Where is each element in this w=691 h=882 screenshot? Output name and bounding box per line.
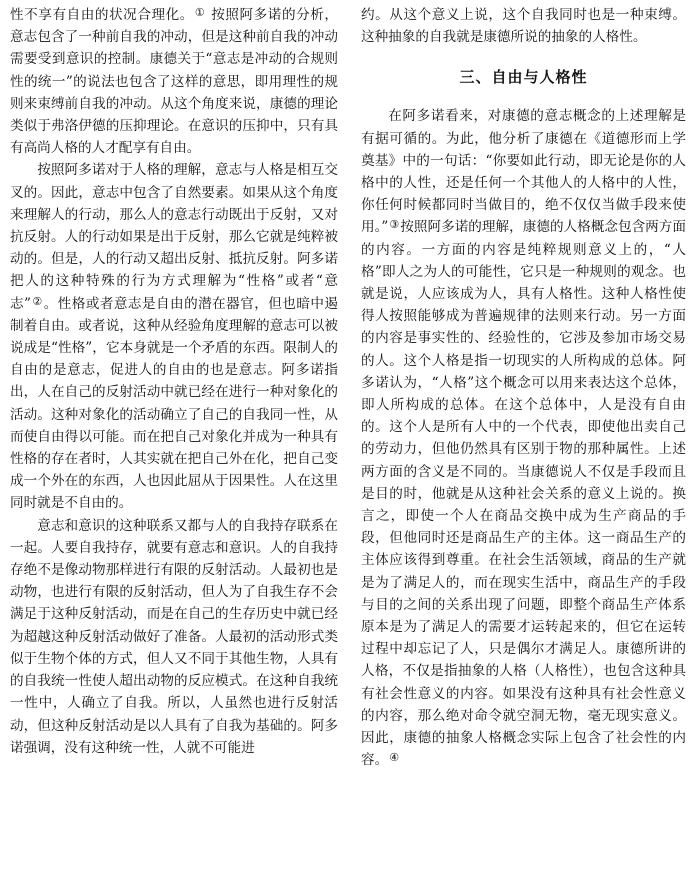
paragraph-1: [10, 4, 338, 159]
paragraph-2: [10, 159, 338, 514]
paragraph-5-text-b: 按照阿多诺的理解，康德的人格概念包含两方面的内容。一方面的内容是纯粹规则意义上的，“人格”即人之为人的可能性，它只是一种规则的观念。也就是说，人应该成为人，具有人格性。这种人格性使得人按照能够成为普遍规律的法则来行动。另一方面的内容是事实性的、经验性的，它涉及参加市场交易的人。这个人格是指一切现实的人所构成的总体。阿多诺认为，“人格”这个概念可以用来表达这个总体，即人所构成的总体。在这个总体中，人是没有自由的。这个人是所有人中的一个代表，即使他出卖自己的劳动力，但他仍然具有区别于物的那种属性。上述两方面的含义是不同的。当康德说人不仅是手段而且是目的时，他就是从这种社会关系的意义上说的。换言之，即使一个人在商品交换中成为生产商品的手段，但他同时还是商品生产的主体。这一商品生产的主体应该得到尊重。在社会生活领域，商品的生产就是为了满足人的，而在现实生活中，商品生产的手段与目的之间的关系出现了问题，即整个商品生产体系原本是为了满足人的需要才运转起来的，但它在运转过程中却忘记了人，只是偶尔才满足人。康德所讲的人格，不仅是指抽象的人格（人格性），也包含这种具有社会性意义的内容。如果没有这种具有社会性意义的内容，那么绝对命令就空洞无物，毫无现实意义。因此，康德的抽象人格概念实际上包含了社会性的内容。: [361, 219, 686, 769]
paragraph-5-text-a: 在阿多诺看来，对康德的意志概念的上述理解是有据可循的。为此，他分析了康德在《道德形而上学奠基》中的一句话：“你要如此行动，即无论是你的人格中的人性，还是任何一个其他人的人格中的人性，你任何时候都同时当做目的，绝不仅仅当做手段来使用。”: [361, 108, 686, 236]
paragraph-2-text-a: 按照阿多诺对于人格的理解，意志与人格是相互交叉的。因此，意志中包含了自然要素。如果从这个角度来理解人的行动，那么人的意志行动既出于反射，又对抗反射。人的行动如果是出于反射，那么它就是纯粹被动的。但是，人的行动又超出反射、抵抗反射。阿多诺把人的这种特殊的行为方式理解为“性格”或者“意志”: [10, 162, 338, 312]
left-column: [10, 4, 338, 759]
paragraph-2-text-b: 。性格或者意志是自由的潜在器官，但也暗中遏制着自由。或者说，这种从经验角度理解的意志可以被说成是“性格”，它本身就是一个矛盾的东西。限制人的自由的是意志，促进人的自由的也是意志。阿多诺指出，人在自己的反射活动中就已经在进行一种对象化的活动。这种对象化的活动确立了自己的自我同一性，从而使自由得以可能。而在把自己对象化并成为一种具有性格的存在者时，人其实就在把自己外在化，把自己变成一个外在的东西，人也因此屈从于因果性。人在这里同时就是不自由的。: [10, 295, 338, 512]
paragraph-1-text-a: 性不享有自由的状况合理化。: [10, 7, 194, 23]
paragraph-5: [361, 105, 686, 771]
paragraph-1-text-b: 按照阿多诺的分析，意志包含了一种前自我的冲动，但是这种前自我的冲动需要受到意识的控制。康德关于“意志是冲动的合规则性的统一”的说法也包含了这样的意思，即用理性的规则来束缚前自我的冲动。从这个角度来说，康德的理论类似于弗洛伊德的压抑理论。在意识的压抑中，只有具有高尚人格的人才配享有自由。: [10, 7, 338, 157]
section-heading: 三、自由与人格性: [459, 68, 588, 87]
paragraph-4: 约。从这个意义上说，这个自我同时也是一种束缚。这种抽象的自我就是康德所说的抽象的人格性。: [361, 7, 686, 46]
footnote-marker-3[interactable]: ③: [389, 218, 400, 232]
paragraph-3: 意志和意识的这种联系又都与人的自我持存联系在一起。人要自我持存，就要有意志和意识。人的自我持存绝不是像动物那样进行有限的反射活动。人最初也是动物，也进行有限的反射活动，但人为了自我生存不会满足于这种反射活动，而是在自己的生存历史中就已经为超越这种反射活动做好了准备。人最初的活动形式类似于生物个体的方式，但人又不同于其他生物，人具有的自我统一性使人超出动物的反应模式。在这种自我统一性中，人确立了自我。所以，人虽然也进行反射活动，但这种反射活动是以人具有了自我为基础的。阿多诺强调，没有这种统一性，人就不可能进: [10, 517, 338, 756]
footnote-marker-2[interactable]: ②: [31, 294, 43, 308]
right-column: [361, 4, 686, 772]
footnote-marker-1[interactable]: ①: [194, 6, 206, 19]
footnote-marker-4[interactable]: ④: [389, 751, 400, 765]
